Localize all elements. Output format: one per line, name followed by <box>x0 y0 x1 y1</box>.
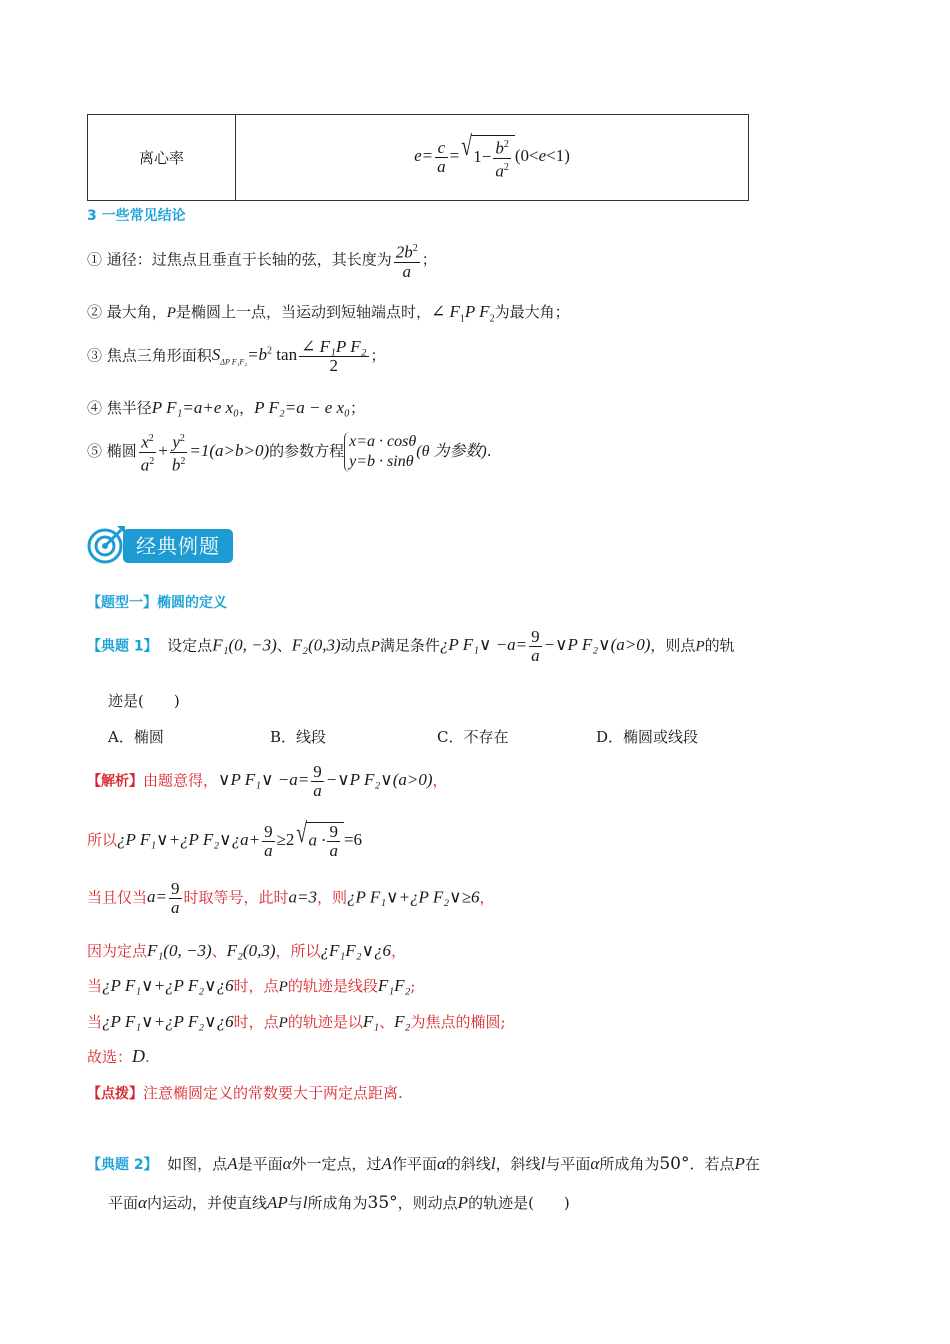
example-2-stem: 【典题 2】 如图，点A是平面α外一定点，过A作平面α的斜线l，斜线l与平面α所成角为50°．若点P在 <box>87 1154 760 1174</box>
option-a[interactable]: A．椭圆 <box>108 728 164 746</box>
example-2-stem-line2: 平面α内运动，并使直线AP与l所成角为35°，则动点P的轨迹是( ) <box>108 1193 570 1213</box>
conclusion-5: ⑤ 椭圆 $\frac{x^2}{a^2}$ + $\frac{y^2}{b^2}$ =1(a>b>0)的参数方程 x=a · cosθ y=b · sinθ (θ 为参数). <box>87 430 492 474</box>
solution-line-2: 所以¿P F₁∨+¿P F₂∨¿a+ $\frac{9}{a}$ ≥2 √ a · $\frac{9}{a}$ =6 <box>87 818 363 860</box>
classic-examples-banner: 经典例题 <box>123 529 233 563</box>
conclusion-2: ② 最大角，P是椭圆上一点，当运动到短轴端点时，∠ $F_1P$ $F_2$为最大角； <box>87 302 570 325</box>
solution-line-4: 因为定点F₁(0, −3)、F₂(0,3)，所以¿F₁F₂∨¿6， <box>87 941 407 960</box>
conclusion-3: ③ 焦点三角形面积$S_{\Delta P F_1F_2}=b^2$ tan $\frac{\text{∠ F₁P F₂}}{2}$ ； <box>87 337 386 375</box>
conclusion-4: ④ 焦半径P F₁=a+e x₀，P F₂=a − e x₀； <box>87 398 365 417</box>
option-b[interactable]: B．线段 <box>270 728 327 746</box>
solution-line-6: 当¿P F₁∨+¿P F₂∨¿6时，点P的轨迹是以F₁、F₂为焦点的椭圆; <box>87 1012 506 1031</box>
eccentricity-table <box>87 114 749 201</box>
tip-line: 【点拨】注意椭圆定义的常数要大于两定点距离. <box>87 1084 403 1102</box>
eccentricity-formula: e= $\frac{c}{a}$ = √ 1− $\frac{b^2}{a^2}$ (0<e<1) <box>414 130 570 181</box>
section-3-heading: 3 一些常见结论 <box>87 208 186 224</box>
option-d[interactable]: D．椭圆或线段 <box>596 728 699 746</box>
solution-line-3: 当且仅当a= $\frac{9}{a}$ 时取等号，此时a=3，则¿P F₁∨+¿P F₂∨≥6， <box>87 879 495 917</box>
table-label-cell <box>88 115 236 201</box>
eccentricity-label: 离心率 <box>138 149 184 167</box>
conclusion-1: ① 通径：过焦点且垂直于长轴的弦，其长度为 $\frac{2b^2}{a}$ ； <box>87 240 437 281</box>
example-1-stem: 【典题 1】 设定点F₁(0, −3)、F₂(0,3)动点P满足条件¿P F₁∨ −a= $\frac{9}{a}$ −∨P F₂∨(a>0)，则点P的轨 <box>87 627 735 665</box>
table-formula-cell <box>236 115 749 201</box>
type-1-heading: 【题型一】椭圆的定义 <box>87 595 227 611</box>
option-c[interactable]: C．不存在 <box>437 728 509 746</box>
solution-line-5: 当¿P F₁∨+¿P F₂∨¿6时，点P的轨迹是线段F₁F₂; <box>87 976 416 995</box>
solution-answer: 故选：D. <box>87 1046 150 1066</box>
solution-line-1: 【解析】由题意得，∨P F₁∨ −a= $\frac{9}{a}$ −∨P F₂∨(a>0)， <box>87 762 448 800</box>
example-1-stem-line2: 迹是( ) <box>108 692 180 710</box>
